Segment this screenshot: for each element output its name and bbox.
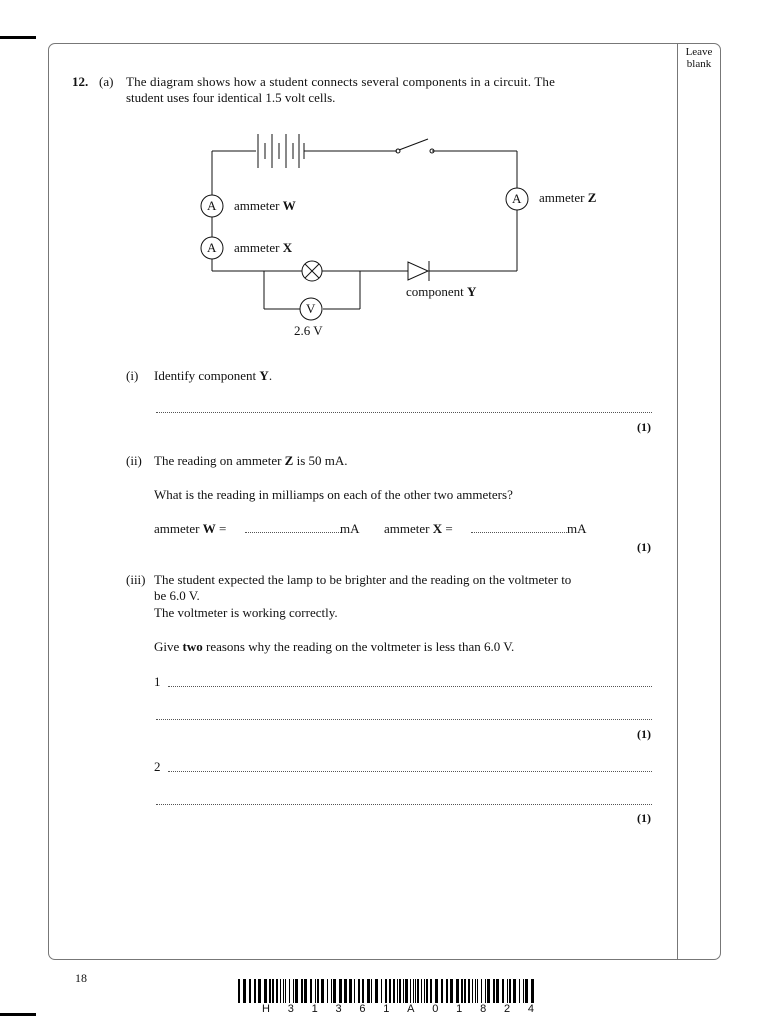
barcode-bar (525, 979, 528, 1003)
barcode-bar (381, 979, 382, 1003)
part-iii-line-3: The voltmeter is working correctly. (154, 605, 338, 620)
barcode-bar (493, 979, 495, 1003)
ammeter-z-symbol: A (512, 191, 522, 206)
barcode-bar (389, 979, 391, 1003)
barcode-bar (354, 979, 355, 1003)
barcode-bar (421, 979, 422, 1003)
barcode-bar (450, 979, 453, 1003)
barcode-bar (415, 979, 416, 1003)
barcode-bar (254, 979, 256, 1003)
barcode-bar (289, 979, 290, 1003)
barcode-bar (403, 979, 404, 1003)
barcode-bar (321, 979, 324, 1003)
reason-1-number: 1 (154, 674, 161, 689)
barcode-bar (339, 979, 342, 1003)
barcode-bar (283, 979, 284, 1003)
barcode-bar (315, 979, 316, 1003)
barcode-char: 1 (311, 1003, 318, 1015)
barcode-text (262, 1003, 534, 1015)
barcode-bar (317, 979, 319, 1003)
barcode-bar (435, 979, 438, 1003)
part-iii-line-2: be 6.0 V. (154, 588, 200, 603)
reason-1-answer-line-b[interactable] (156, 719, 652, 720)
barcode-bar (485, 979, 486, 1003)
barcode-bar (397, 979, 398, 1003)
barcode-bar (375, 979, 378, 1003)
ammeter-w-answer-label: ammeter W = (154, 521, 227, 536)
barcode-bar (327, 979, 328, 1003)
barcode-bar (461, 979, 463, 1003)
barcode-char: 6 (359, 1003, 366, 1015)
part-iii-line-1: The student expected the lamp to be brighter and the reading on the voltmeter to (154, 572, 572, 587)
ammeter-x-answer-label: ammeter X = (384, 521, 453, 536)
barcode-bar (531, 979, 534, 1003)
barcode-char: 0 (432, 1003, 439, 1015)
barcode-bar (399, 979, 401, 1003)
barcode-bar (426, 979, 428, 1003)
barcode-char: 3 (287, 1003, 294, 1015)
ammeter-x-label: ammeter X (234, 240, 293, 255)
ammeter-w-symbol: A (207, 198, 217, 213)
barcode-bar (519, 979, 520, 1003)
reason-2-answer-line-b[interactable] (156, 804, 652, 805)
ammeter-z-label: ammeter Z (539, 190, 597, 205)
ammeter-w-unit: mA (340, 521, 360, 536)
barcode-char: H (262, 1003, 270, 1015)
barcode-bar (280, 979, 281, 1003)
barcode-bar (430, 979, 432, 1003)
barcode-bar (264, 979, 267, 1003)
part-iii-instruction: Give two reasons why the reading on the voltmeter is less than 6.0 V. (154, 639, 515, 654)
part-a-label: (a) (99, 74, 114, 89)
barcode-bar (243, 979, 246, 1003)
voltmeter-symbol: V (306, 301, 316, 316)
barcode-bar (269, 979, 271, 1003)
barcode-bar (349, 979, 352, 1003)
intro-line-2: student uses four identical 1.5 volt cells. (126, 90, 336, 105)
barcode-bar (487, 979, 490, 1003)
part-i-answer-line[interactable] (156, 412, 652, 413)
barcode-bar (367, 979, 370, 1003)
barcode-bar (393, 979, 395, 1003)
barcode-bar (358, 979, 360, 1003)
barcode-bar (513, 979, 516, 1003)
barcode-bar (362, 979, 364, 1003)
barcode-bar (413, 979, 414, 1003)
barcode-bar (293, 979, 294, 1003)
leave-blank-label: Leave blank (685, 46, 713, 70)
barcode-char: A (407, 1003, 415, 1015)
barcode-bar (295, 979, 298, 1003)
barcode-bar (405, 979, 408, 1003)
barcode-bar (507, 979, 508, 1003)
barcode-bar (371, 979, 372, 1003)
barcode-bar (468, 979, 470, 1003)
barcode-char: 1 (383, 1003, 390, 1015)
barcode-char: 4 (527, 1003, 534, 1015)
barcode-bar (301, 979, 303, 1003)
part-ii-mark: (1) (637, 540, 651, 554)
reason-1-mark: (1) (637, 727, 651, 741)
barcode-char: 1 (456, 1003, 463, 1015)
barcode-bar (477, 979, 478, 1003)
ammeter-w-answer-input[interactable] (245, 532, 341, 533)
voltmeter-reading: 2.6 V (294, 323, 323, 338)
barcode-bar (331, 979, 332, 1003)
barcode-bar (285, 979, 286, 1003)
barcode-bar (272, 979, 274, 1003)
barcode (236, 979, 536, 1003)
barcode-bar (304, 979, 307, 1003)
ammeter-x-unit: mA (567, 521, 587, 536)
reason-1-answer-line-a[interactable] (168, 686, 652, 687)
barcode-bar (344, 979, 347, 1003)
barcode-bar (333, 979, 336, 1003)
part-ii-statement: The reading on ammeter Z is 50 mA. (154, 453, 348, 468)
top-edge-mark (0, 36, 36, 39)
part-i-mark: (1) (637, 420, 651, 434)
barcode-bar (276, 979, 278, 1003)
barcode-bar (385, 979, 387, 1003)
reason-2-number: 2 (154, 759, 161, 774)
barcode-bar (481, 979, 482, 1003)
barcode-bar (523, 979, 524, 1003)
question-number: 12. (72, 74, 89, 89)
barcode-bar (310, 979, 312, 1003)
intro-line-1: The diagram shows how a student connects several components in a circuit. The (126, 74, 555, 89)
barcode-bar (441, 979, 443, 1003)
part-ii-label: (ii) (126, 453, 142, 468)
barcode-bar (475, 979, 476, 1003)
barcode-bar (456, 979, 459, 1003)
barcode-bar (472, 979, 473, 1003)
ammeter-x-symbol: A (207, 240, 217, 255)
barcode-bar (424, 979, 425, 1003)
ammeter-x-answer-input[interactable] (471, 532, 567, 533)
barcode-bar (464, 979, 466, 1003)
part-ii-question: What is the reading in milliamps on each of the other two ammeters? (154, 487, 513, 502)
barcode-char: 3 (335, 1003, 342, 1015)
reason-2-mark: (1) (637, 811, 651, 825)
barcode-char: 2 (503, 1003, 511, 1015)
barcode-bar (509, 979, 511, 1003)
barcode-bar (410, 979, 411, 1003)
barcode-bar (496, 979, 499, 1003)
part-i-label: (i) (126, 368, 139, 383)
barcode-bar (502, 979, 504, 1003)
bottom-edge-mark (0, 1013, 36, 1016)
part-iii-label: (iii) (126, 572, 146, 587)
reason-2-answer-line-a[interactable] (168, 771, 652, 772)
barcode-bar (249, 979, 251, 1003)
barcode-bar (446, 979, 448, 1003)
component-y-label: component Y (406, 284, 477, 299)
barcode-bar (258, 979, 261, 1003)
ammeter-w-label: ammeter W (234, 198, 296, 213)
leave-blank-divider (677, 44, 678, 959)
page-number: 18 (75, 971, 87, 985)
barcode-char: 8 (480, 1003, 487, 1015)
barcode-bar (238, 979, 240, 1003)
part-i-question: Identify component Y. (154, 368, 273, 383)
barcode-bar (417, 979, 419, 1003)
